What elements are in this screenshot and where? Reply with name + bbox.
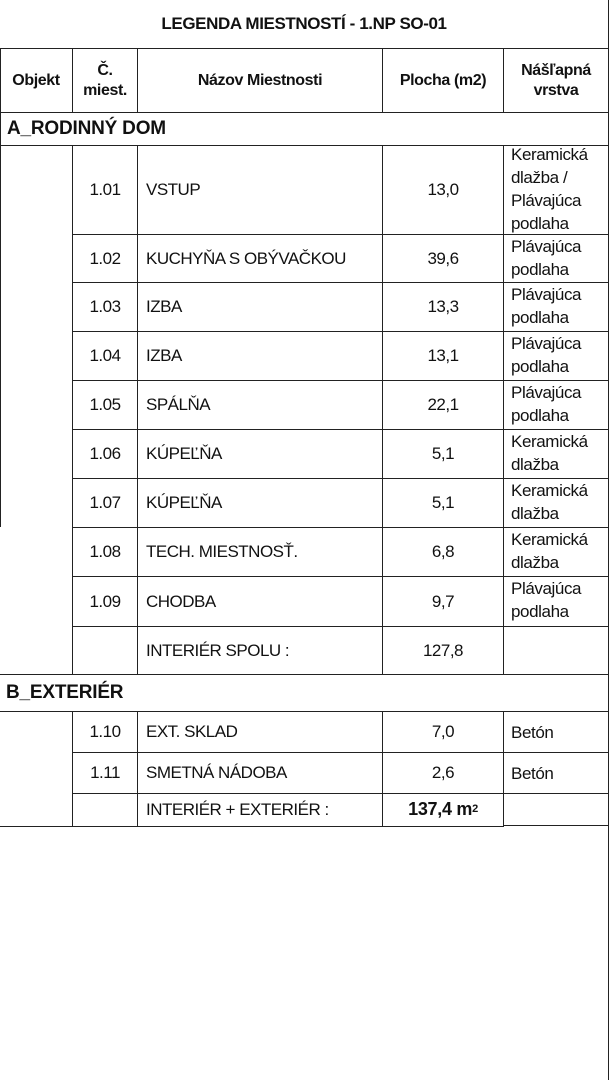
room-area: 13,0 <box>427 180 459 199</box>
room-number: 1.07 <box>89 493 121 512</box>
room-area: 13,1 <box>427 346 459 365</box>
room-finish: Plávajúca podlaha <box>511 383 582 425</box>
grand-total-label: INTERIÉR + EXTERIÉR : <box>146 800 329 819</box>
room-finish: Keramická dlažba <box>511 530 588 572</box>
room-name: CHODBA <box>146 591 216 611</box>
room-number: 1.06 <box>89 444 121 463</box>
header-nazov: Názov Miestnosti <box>197 71 323 89</box>
room-finish: Betón <box>511 763 554 783</box>
room-number: 1.03 <box>89 297 121 316</box>
rule <box>137 48 138 113</box>
rule <box>382 711 383 827</box>
room-finish: Betón <box>511 722 554 742</box>
room-name: EXT. SKLAD <box>146 722 238 741</box>
room-number: 1.10 <box>89 722 121 741</box>
rule <box>137 145 138 675</box>
rule <box>503 711 504 827</box>
rule <box>382 48 383 113</box>
grand-total-unit-exponent: 2 <box>472 803 478 815</box>
section-a-label: A_RODINNÝ DOM <box>7 118 166 139</box>
room-name: VSTUP <box>146 180 201 199</box>
room-area: 7,0 <box>431 722 455 741</box>
room-area: 13,3 <box>427 297 459 316</box>
room-number: 1.09 <box>89 591 121 611</box>
room-finish: Keramická dlažba <box>511 481 588 523</box>
room-name: KÚPEĽŇA <box>146 444 222 463</box>
room-finish: Keramická dlažba / Plávajúca podlaha <box>511 145 588 233</box>
rule <box>72 48 73 113</box>
header-naslapna: Nášľapná vrstva <box>521 61 591 99</box>
rule <box>137 711 138 827</box>
room-number: 1.01 <box>89 180 121 199</box>
room-area: 5,1 <box>431 444 455 463</box>
header-cislo: Č. miest. <box>83 61 127 99</box>
room-area: 6,8 <box>431 542 455 561</box>
room-name: KUCHYŇA S OBÝVAČKOU <box>146 248 346 268</box>
room-name: SPÁLŇA <box>146 395 211 414</box>
section-b-label: B_EXTERIÉR <box>6 682 124 703</box>
sheet-right-border <box>608 0 609 1080</box>
grand-total-value <box>383 794 503 824</box>
room-number: 1.05 <box>89 395 121 414</box>
header-objekt: Objekt <box>12 71 60 89</box>
header-plocha: Plocha (m2) <box>399 71 487 89</box>
legend-title: LEGENDA MIESTNOSTÍ - 1.NP SO-01 <box>161 14 447 33</box>
room-number: 1.08 <box>89 542 121 561</box>
rule <box>382 145 383 675</box>
room-finish: Plávajúca podlaha <box>511 285 582 327</box>
room-name: IZBA <box>146 346 182 365</box>
rule <box>0 48 1 527</box>
rule <box>503 825 609 826</box>
room-area: 2,6 <box>431 763 455 782</box>
room-finish: Plávajúca podlaha <box>511 237 582 279</box>
rule <box>503 48 504 113</box>
rule <box>503 145 504 675</box>
room-finish: Plávajúca podlaha <box>511 579 582 621</box>
grand-total-number: 137,4 m <box>408 798 473 819</box>
rule <box>0 826 503 827</box>
rule <box>72 711 73 827</box>
room-area: 5,1 <box>431 493 455 512</box>
room-number: 1.04 <box>89 346 121 365</box>
interior-total-label: INTERIÉR SPOLU : <box>146 640 290 660</box>
room-area: 22,1 <box>427 395 459 414</box>
room-name: IZBA <box>146 297 182 316</box>
interior-total-value: 127,8 <box>422 640 464 660</box>
room-name: SMETNÁ NÁDOBA <box>146 763 287 782</box>
room-area: 39,6 <box>427 248 459 268</box>
room-number: 1.11 <box>90 763 120 782</box>
room-area: 9,7 <box>431 591 455 611</box>
rule <box>72 145 73 675</box>
room-finish: Keramická dlažba <box>511 432 588 474</box>
room-number: 1.02 <box>89 248 121 268</box>
room-name: TECH. MIESTNOSŤ. <box>146 542 298 561</box>
room-finish: Plávajúca podlaha <box>511 334 582 376</box>
room-name: KÚPEĽŇA <box>146 493 222 512</box>
